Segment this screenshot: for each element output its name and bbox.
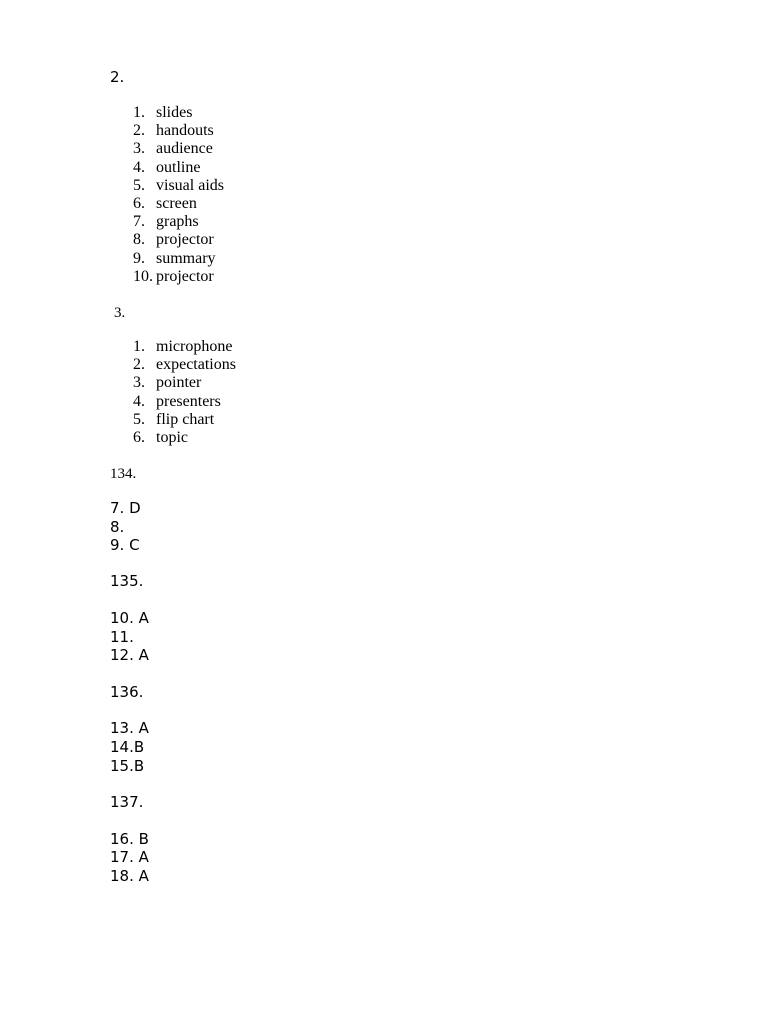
list-item-text: presenters xyxy=(156,392,221,410)
answer-line: 8. xyxy=(110,518,125,536)
list-item xyxy=(133,140,224,158)
page-number-134: 134. xyxy=(110,466,137,482)
list-item-number: 9. xyxy=(133,249,145,267)
section-heading-2: 2. xyxy=(110,68,125,86)
list-item-text: projector xyxy=(156,267,214,285)
vocabulary-list-3 xyxy=(133,338,236,447)
list-item-text: screen xyxy=(156,194,197,212)
answer-line: 13. A xyxy=(110,719,149,737)
list-item xyxy=(133,338,236,356)
list-item-number: 8. xyxy=(133,231,145,249)
page-number-137: 137. xyxy=(110,793,144,811)
answer-line: 10. A xyxy=(110,609,149,627)
page-number-136: 136. xyxy=(110,683,144,701)
answer-line: 9. C xyxy=(110,536,140,554)
list-item xyxy=(133,231,224,249)
list-item xyxy=(133,374,236,392)
list-item-number: 1. xyxy=(133,338,145,355)
list-item-text: handouts xyxy=(156,122,214,140)
list-item-number: 4. xyxy=(133,392,145,410)
list-item xyxy=(133,122,224,140)
answer-line: 18. A xyxy=(110,867,149,885)
list-item-number: 2. xyxy=(133,356,145,374)
list-item-number: 10. xyxy=(133,267,153,285)
list-item-text: graphs xyxy=(156,213,199,231)
list-item-number: 7. xyxy=(133,213,145,231)
list-item-text: flip chart xyxy=(156,410,215,428)
list-item-text: pointer xyxy=(156,374,202,392)
list-item-number: 6. xyxy=(133,428,145,446)
answer-line: 12. A xyxy=(110,646,149,664)
list-item xyxy=(133,177,224,195)
list-item xyxy=(133,104,224,122)
section-heading-3: 3. xyxy=(114,305,126,321)
list-item-text: microphone xyxy=(156,338,233,355)
list-item-text: summary xyxy=(156,249,216,267)
list-item xyxy=(133,393,236,411)
answer-line: 16. B xyxy=(110,830,149,848)
answer-line: 15.B xyxy=(110,757,145,775)
list-item-text: projector xyxy=(156,231,214,249)
list-item-text: visual aids xyxy=(156,176,224,194)
list-item xyxy=(133,159,224,177)
list-item-number: 1. xyxy=(133,104,145,121)
list-item-text: expectations xyxy=(156,356,236,374)
list-item-number: 5. xyxy=(133,176,145,194)
list-item-text: slides xyxy=(156,104,193,121)
list-item-number: 6. xyxy=(133,194,145,212)
list-item-number: 5. xyxy=(133,410,145,428)
answer-line: 17. A xyxy=(110,848,149,866)
list-item xyxy=(133,411,236,429)
list-item-number: 3. xyxy=(133,374,145,392)
list-item xyxy=(133,268,224,286)
list-item xyxy=(133,250,224,268)
vocabulary-list-2 xyxy=(133,104,224,286)
answer-line: 7. D xyxy=(110,499,141,517)
list-item xyxy=(133,195,224,213)
list-item-text: audience xyxy=(156,140,213,158)
list-item-text: topic xyxy=(156,428,188,446)
list-item-number: 2. xyxy=(133,122,145,140)
list-item-number: 4. xyxy=(133,158,145,176)
answer-line: 11. xyxy=(110,628,134,646)
list-item-number: 3. xyxy=(133,140,145,158)
answer-line: 14.B xyxy=(110,738,145,756)
list-item-text: outline xyxy=(156,158,201,176)
page-number-135: 135. xyxy=(110,572,144,590)
list-item xyxy=(133,356,236,374)
list-item xyxy=(133,429,236,447)
list-item xyxy=(133,213,224,231)
